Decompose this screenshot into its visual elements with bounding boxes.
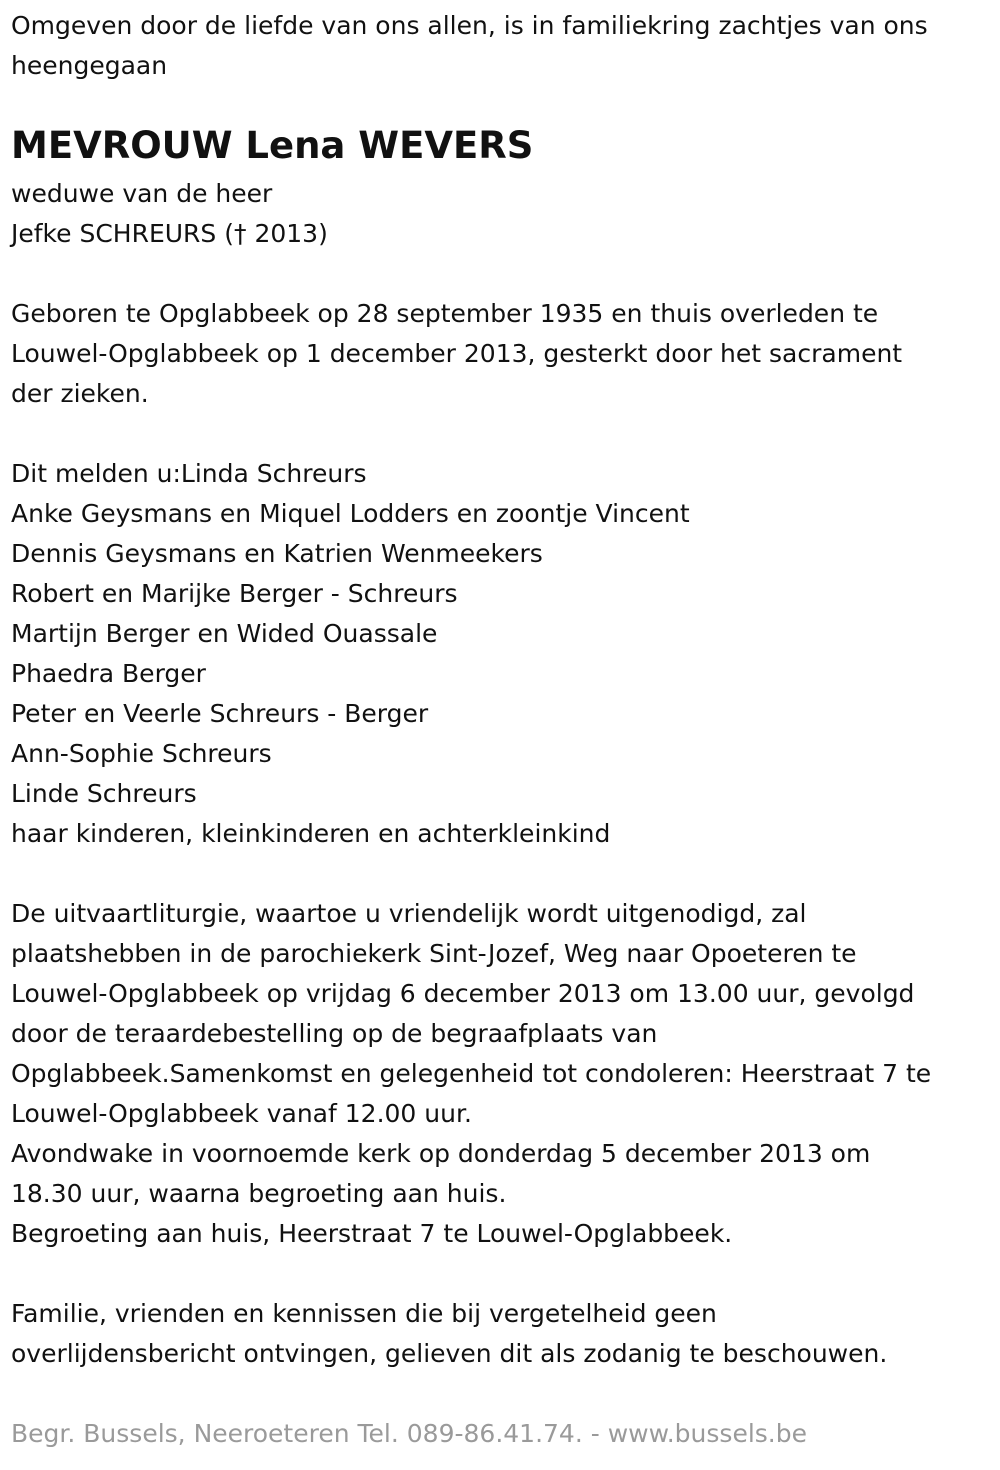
funeral-line: 18.30 uur, waarna begroeting aan huis. [11,1179,507,1208]
family-line: Phaedra Berger [11,659,206,688]
funeral-line: Louwel-Opglabbeek op vrijdag 6 december 2013 om 13.00 uur, gevolgd [11,979,915,1008]
birth-line: der zieken. [11,379,149,408]
birth-death-paragraph [11,294,902,414]
family-line: Dennis Geysmans en Katrien Wenmeekers [11,539,543,568]
family-line: Anke Geysmans en Miquel Lodders en zoontje Vincent [11,499,690,528]
funeral-line: door de teraardebestelling op de begraafplaats van [11,1019,658,1048]
family-line: Ann-Sophie Schreurs [11,739,272,768]
intro-paragraph [11,6,928,86]
funeral-line: Avondwake in voornoemde kerk op donderdag 5 december 2013 om [11,1139,871,1168]
spouse-info [11,174,328,254]
notice-paragraph [11,1294,887,1374]
undertaker-footer: Begr. Bussels, Neeroeteren Tel. 089-86.41.74. - www.bussels.be [11,1419,807,1448]
family-line: Martijn Berger en Wided Ouassale [11,619,438,648]
intro-line: heengegaan [11,51,168,80]
deceased-name: MEVROUW Lena WEVERS [11,124,534,167]
spouse-line: weduwe van de heer [11,179,273,208]
funeral-line: De uitvaartliturgie, waartoe u vriendelijk wordt uitgenodigd, zal [11,899,807,928]
notice-line: overlijdensbericht ontvingen, gelieven dit als zodanig te beschouwen. [11,1339,888,1368]
spouse-line: Jefke SCHREURS († 2013) [11,219,328,248]
intro-line: Omgeven door de liefde van ons allen, is in familiekring zachtjes van ons [11,11,928,40]
funeral-line: Opglabbeek.Samenkomst en gelegenheid tot condoleren: Heerstraat 7 te [11,1059,932,1088]
birth-line: Geboren te Opglabbeek op 28 september 1935 en thuis overleden te [11,299,879,328]
funeral-line: Begroeting aan huis, Heerstraat 7 te Louwel-Opglabbeek. [11,1219,733,1248]
birth-line: Louwel-Opglabbeek op 1 december 2013, gesterkt door het sacrament [11,339,903,368]
funeral-details [11,894,931,1254]
family-line: Robert en Marijke Berger - Schreurs [11,579,458,608]
family-list [11,454,690,854]
family-line: Dit melden u:Linda Schreurs [11,459,367,488]
family-line: Peter en Veerle Schreurs - Berger [11,699,429,728]
family-line: haar kinderen, kleinkinderen en achterkleinkind [11,819,611,848]
funeral-line: plaatshebben in de parochiekerk Sint-Jozef, Weg naar Opoeteren te [11,939,857,968]
funeral-line: Louwel-Opglabbeek vanaf 12.00 uur. [11,1099,472,1128]
family-line: Linde Schreurs [11,779,197,808]
notice-line: Familie, vrienden en kennissen die bij vergetelheid geen [11,1299,717,1328]
